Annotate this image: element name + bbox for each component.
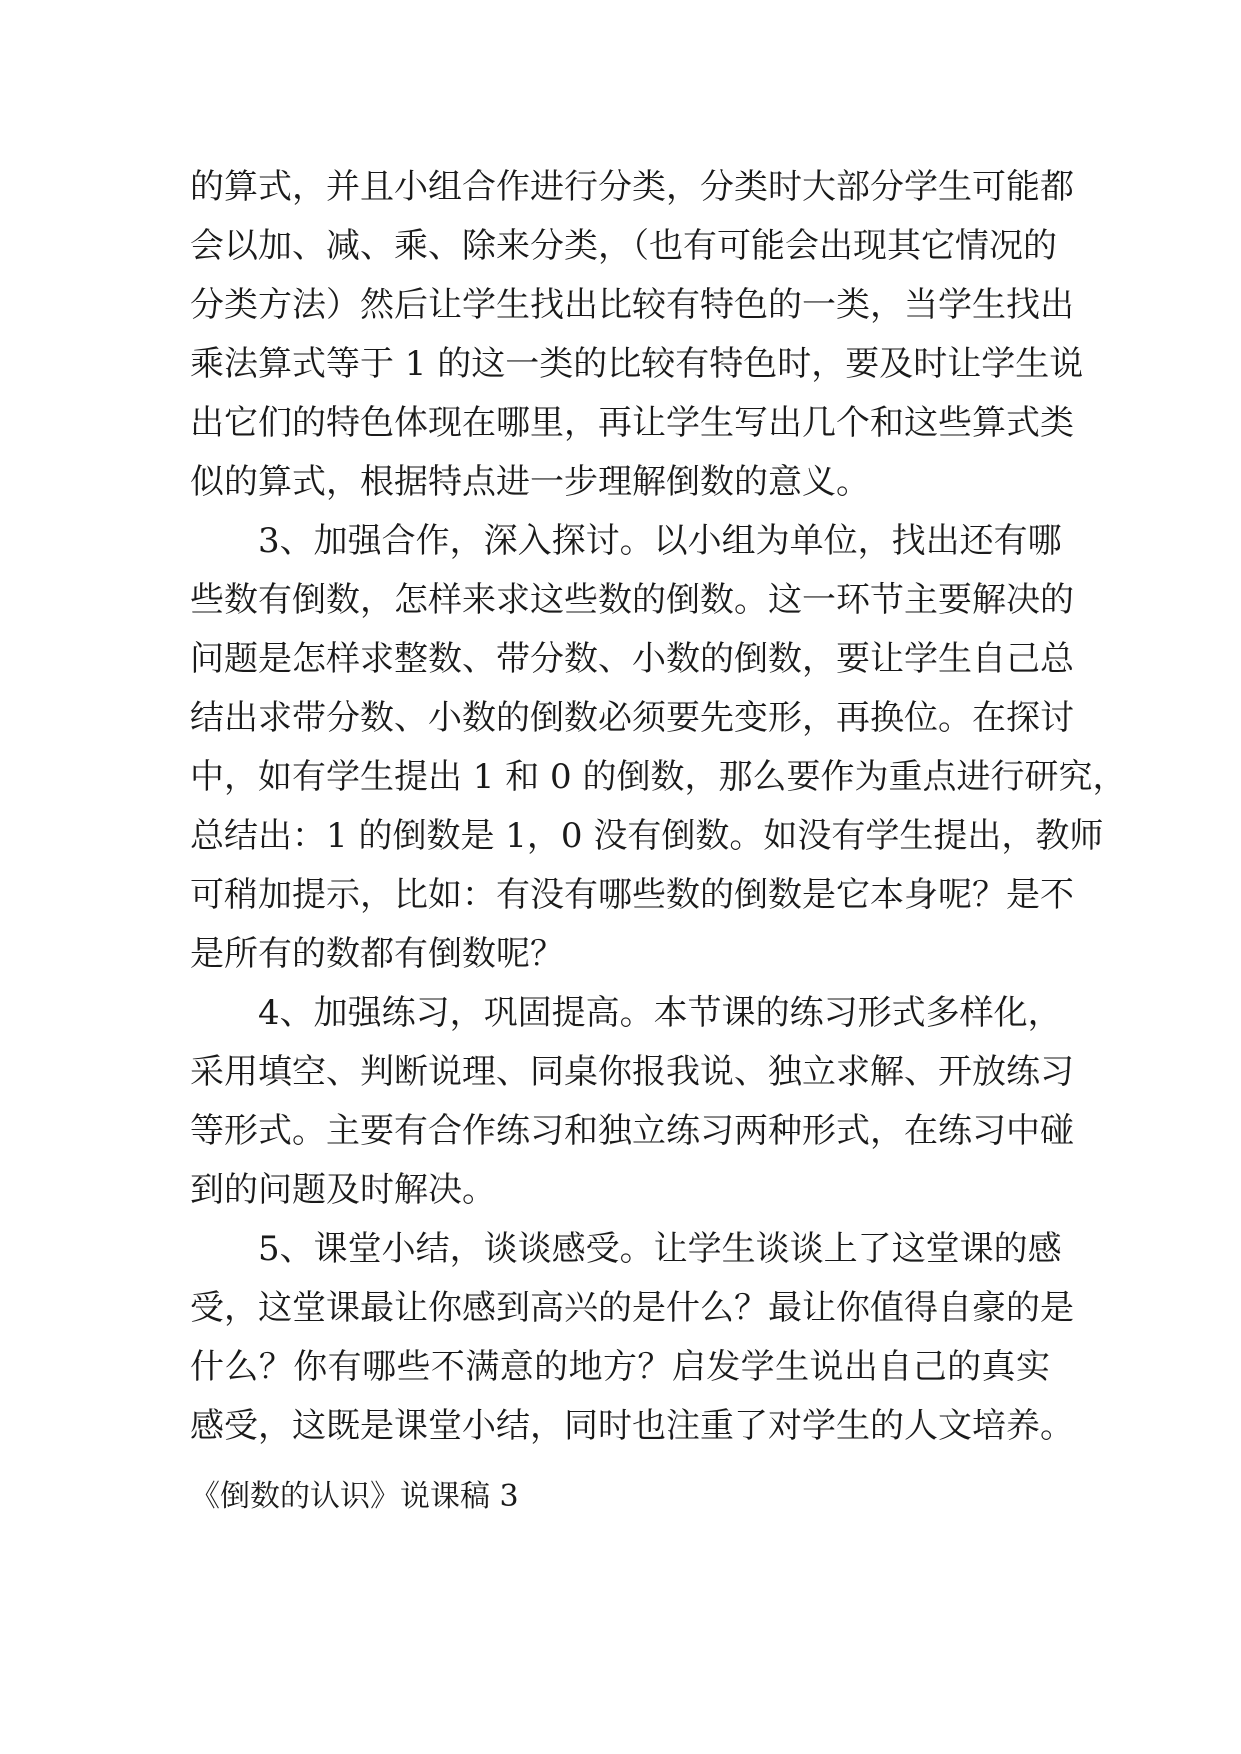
text-line: 可稍加提示，比如：有没有哪些数的倒数是它本身呢？是不 — [190, 875, 1074, 915]
text-line: 中，如有学生提出 1 和 0 的倒数，那么要作为重点进行研究， — [190, 757, 1127, 797]
text-line: 等形式。主要有合作练习和独立练习两种形式，在练习中碰 — [190, 1111, 1074, 1151]
text-line: 5、课堂小结，谈谈感受。让学生谈谈上了这堂课的感 — [258, 1229, 1062, 1269]
text-line: 什么？你有哪些不满意的地方？启发学生说出自己的真实 — [190, 1347, 1050, 1387]
text-line: 总结出：1 的倒数是 1，0 没有倒数。如没有学生提出，教师 — [190, 816, 1104, 856]
document-body — [190, 158, 1127, 1456]
text-line: 出它们的特色体现在哪里，再让学生写出几个和这些算式类 — [190, 403, 1074, 443]
text-line: 似的算式，根据特点进一步理解倒数的意义。 — [190, 462, 870, 502]
text-line: 乘法算式等于 1 的这一类的比较有特色时，要及时让学生说 — [190, 344, 1084, 384]
text-line: 3、加强合作，深入探讨。以小组为单位，找出还有哪 — [258, 521, 1062, 561]
text-line: 些数有倒数，怎样来求这些数的倒数。这一环节主要解决的 — [190, 580, 1074, 620]
text-line: 感受，这既是课堂小结，同时也注重了对学生的人文培养。 — [190, 1406, 1074, 1446]
text-line: 4、加强练习，巩固提高。本节课的练习形式多样化， — [258, 993, 1062, 1033]
text-line: 是所有的数都有倒数呢？ — [190, 934, 564, 974]
text-line: 受，这堂课最让你感到高兴的是什么？最让你值得自豪的是 — [190, 1288, 1074, 1328]
text-line: 问题是怎样求整数、带分数、小数的倒数，要让学生自己总 — [190, 639, 1074, 679]
section-heading: 《倒数的认识》说课稿 3 — [190, 1479, 519, 1514]
text-line: 到的问题及时解决。 — [190, 1170, 496, 1210]
text-line: 会以加、减、乘、除来分类，（也有可能会出现其它情况的 — [190, 226, 1057, 266]
text-line: 采用填空、判断说理、同桌你报我说、独立求解、开放练习 — [190, 1052, 1074, 1092]
text-line: 的算式，并且小组合作进行分类，分类时大部分学生可能都 — [190, 167, 1074, 207]
text-line: 结出求带分数、小数的倒数必须要先变形，再换位。在探讨 — [190, 698, 1074, 738]
text-line: 分类方法）然后让学生找出比较有特色的一类，当学生找出 — [190, 285, 1074, 325]
